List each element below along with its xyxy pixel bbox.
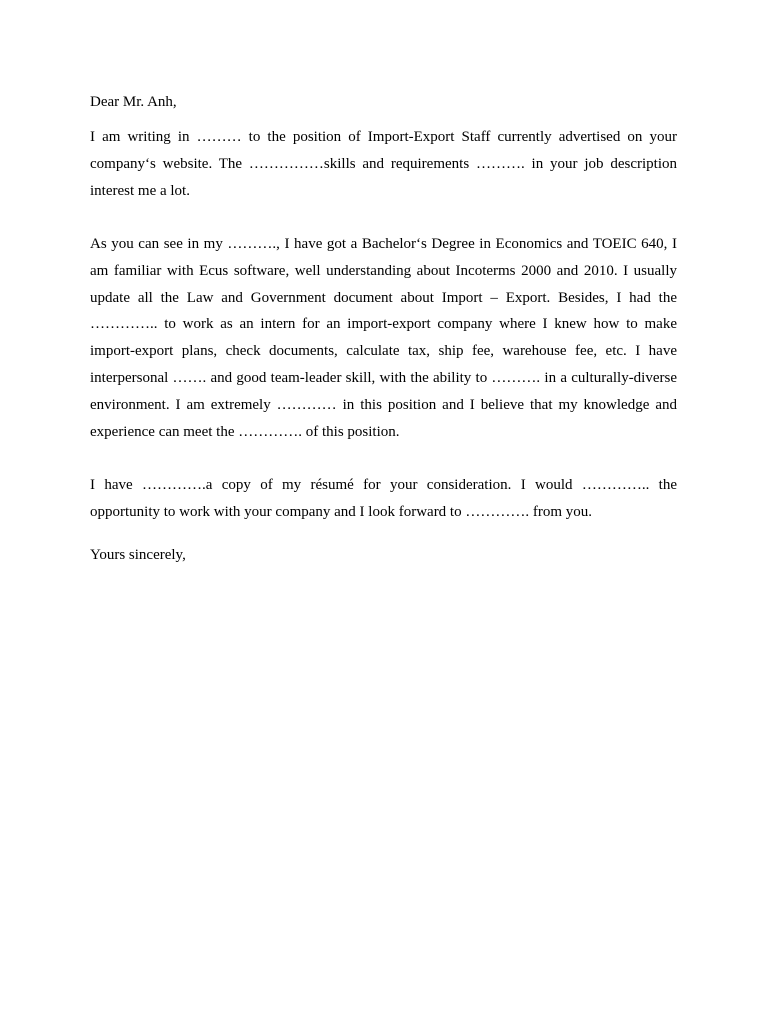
paragraph-qualifications: As you can see in my ………., I have got a Bachelor‘s Degree in Economics and TOEIC 640, I am familiar with Ecus software, well understanding about Incoterms 2000 and 2010. I usually update all the Law and Government document about Import – Export. Besides, I had the ………….. to work as an intern for an import-export company where I knew how to make import-export plans, check documents, calculate tax, ship fee, warehouse fee, etc. I have interpersonal ……. and good team-leader skill, with the ability to ………. in a culturally-diverse environment. I am extremely ………… in this position and I believe that my knowledge and experience can meet the …………. of this position. <box>90 236 677 440</box>
paragraph-opening: I am writing in ……… to the position of Import-Export Staff currently advertised on your company‘s website. The ……………skills and requirements ………. in your job description interest me a lot. <box>90 129 677 199</box>
paragraph-closing-request: I have ………….a copy of my résumé for your consideration. I would ………….. the opportunity to work with your company and I look forward to …………. from you. <box>90 477 677 520</box>
closing: Yours sincerely, <box>90 547 186 563</box>
salutation: Dear Mr. Anh, <box>90 94 177 110</box>
